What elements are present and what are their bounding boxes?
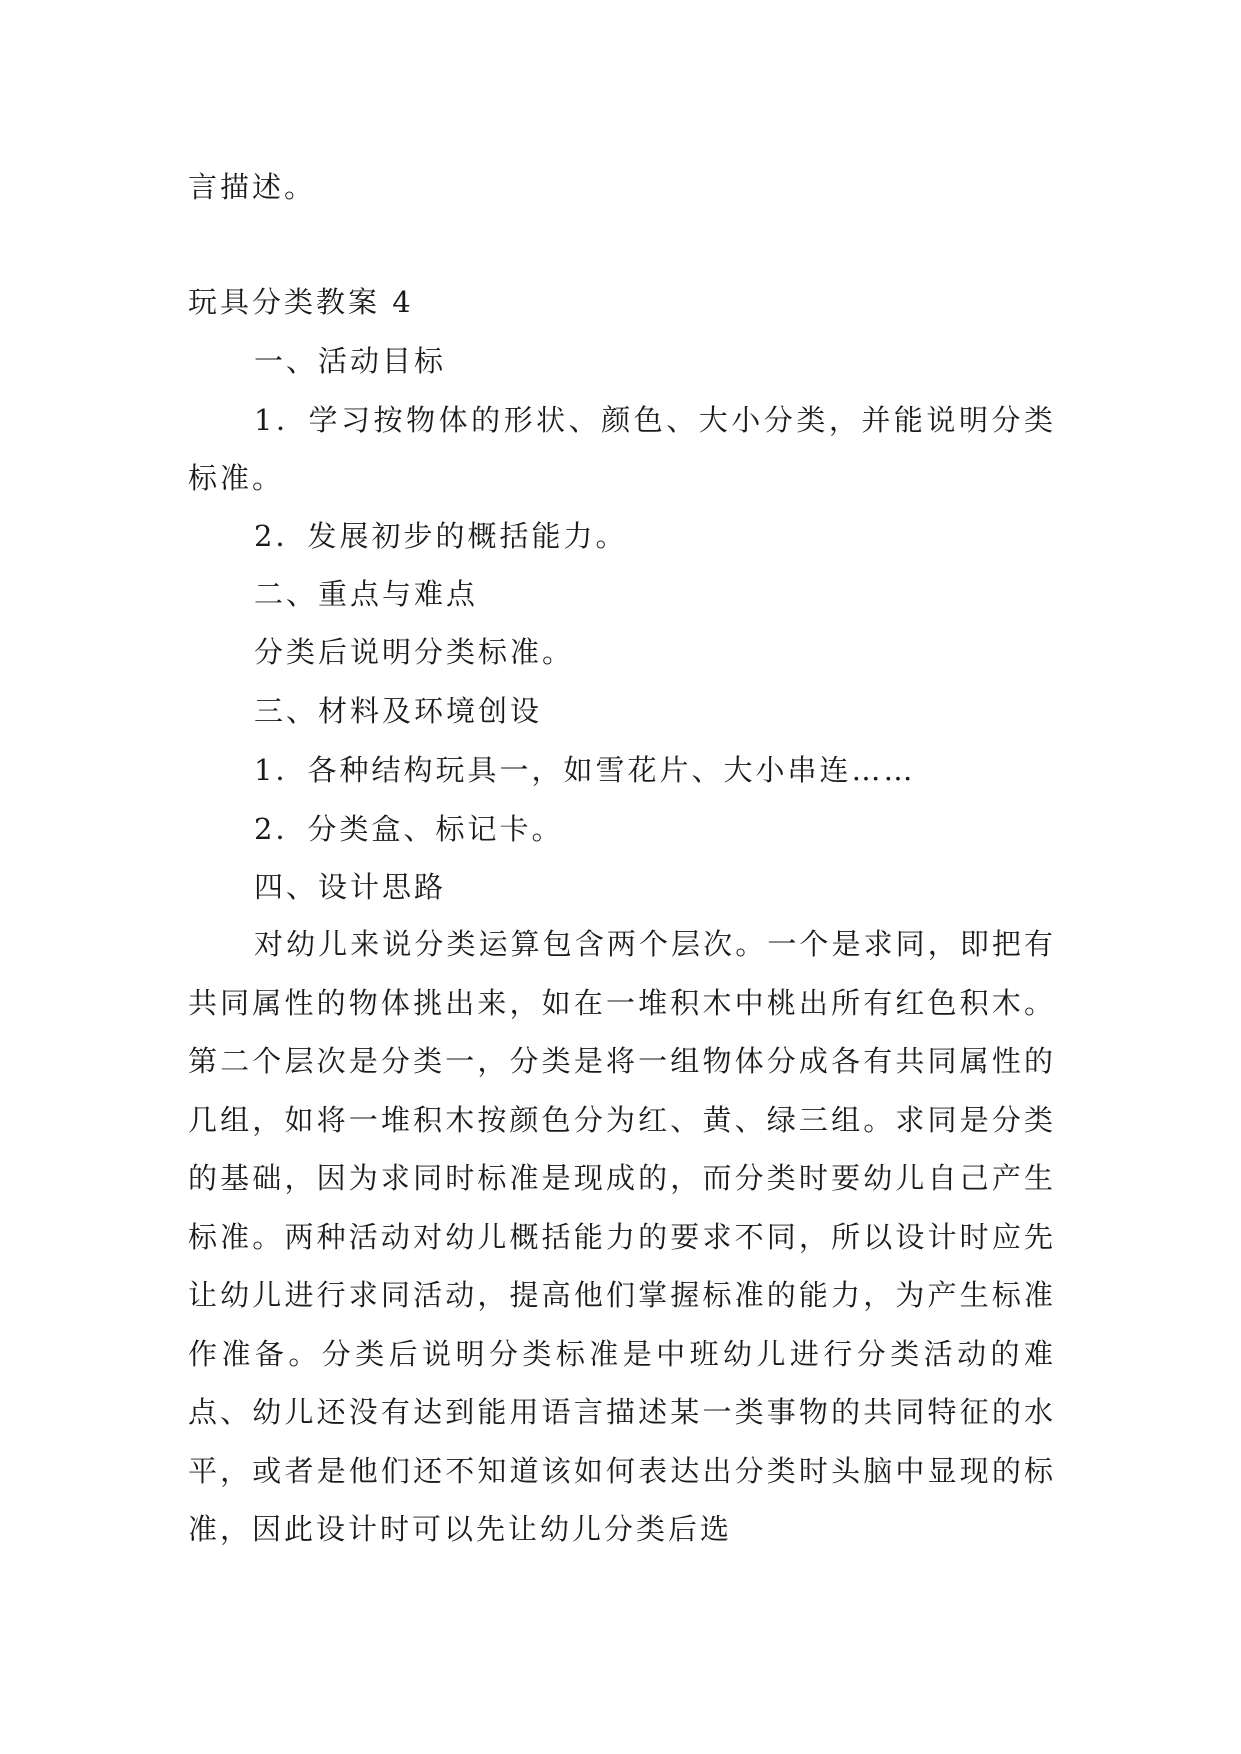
goal-item-1: 1．学习按物体的形状、颜色、大小分类，并能说明分类标准。 (188, 403, 1056, 495)
goal-item-2: 2．发展初步的概括能力。 (254, 519, 628, 553)
heading-materials: 三、材料及环境创设 (254, 694, 543, 728)
material-item-1: 1．各种结构玩具一，如雪花片、大小串连…… (254, 753, 916, 787)
key-point-text: 分类后说明分类标准。 (254, 635, 575, 669)
material-item-2: 2．分类盒、标记卡。 (254, 812, 564, 846)
heading-design-ideas: 四、设计思路 (254, 870, 447, 904)
section-title: 玩具分类教案 4 (188, 285, 414, 319)
heading-key-points: 二、重点与难点 (254, 577, 479, 611)
design-paragraph: 对幼儿来说分类运算包含两个层次。一个是求同，即把有共同属性的物体挑出来，如在一堆积木中桃出所有红色积木。第二个层次是分类一，分类是将一组物体分成各有共同属性的几组，如将一堆积木按颜色分为红、黄、绿三组。求同是分类的基础，因为求同时标准是现成的，而分类时要幼儿自己产生标准。两种活动对幼儿概括能力的要求不同，所以设计时应先让幼儿进行求同活动，提高他们掌握标准的能力，为产生标准作准备。分类后说明分类标准是中班幼儿进行分类活动的难点、幼儿还没有达到能用语言描述某一类事物的共同特征的水平，或者是他们还不知道该如何表达出分类时头脑中显现的标准，因此设计时可以先让幼儿分类后选 (188, 927, 1056, 1546)
heading-activity-goals: 一、活动目标 (254, 344, 447, 378)
continuation-text: 言描述。 (188, 170, 317, 204)
